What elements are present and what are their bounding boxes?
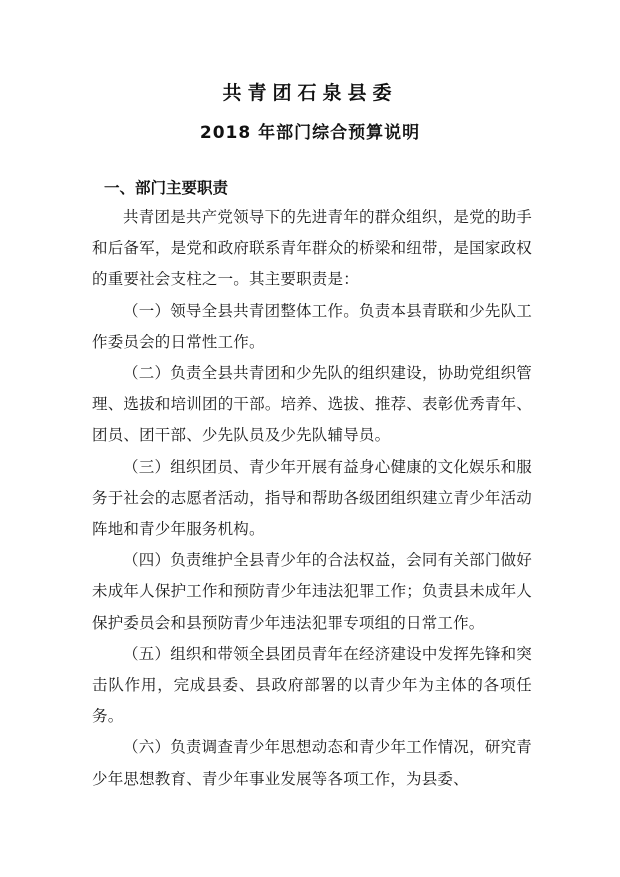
duty-item-1: （一）领导全县共青团整体工作。负责本县青联和少先队工作委员会的日常性工作。 [92, 301, 532, 351]
document-body [92, 202, 532, 795]
document-subtitle: 2018 年部门综合预算说明 [199, 123, 421, 143]
duty-item-4: （四）负责维护全县青少年的合法权益，会同有关部门做好未成年人保护工作和预防青少年违法犯罪工作；负责县未成年人保护委员会和县预防青少年违法犯罪专项组的日常工作。 [92, 551, 532, 632]
duty-item-2: （二）负责全县共青团和少先队的组织建设，协助党组织管理、选拔和培训团的干部。培养、选拔、推荐、表彰优秀青年、团员、团干部、少先队员及少先队辅导员。 [92, 364, 532, 445]
duty-item-3: （三）组织团员、青少年开展有益身心健康的文化娱乐和服务于社会的志愿者活动，指导和帮助各级团组织建立青少年活动阵地和青少年服务机构。 [92, 457, 532, 539]
section-heading: 一、部门主要职责 [104, 179, 229, 197]
duty-item-6: （六）负责调查青少年思想动态和青少年工作情况，研究青少年思想教育、青少年事业发展等各项工作，为县委、 [92, 738, 532, 788]
intro-paragraph: 共青团是共产党领导下的先进青年的群众组织，是党的助手和后备军，是党和政府联系青年群众的桥梁和纽带，是国家政权的重要社会支柱之一。其主要职责是： [92, 208, 532, 289]
document-title: 共青团石泉县委 [222, 82, 398, 104]
duty-item-5: （五）组织和带领全县团员青年在经济建设中发挥先锋和突击队作用，完成县委、县政府部署的以青少年为主体的各项任务。 [92, 644, 532, 726]
